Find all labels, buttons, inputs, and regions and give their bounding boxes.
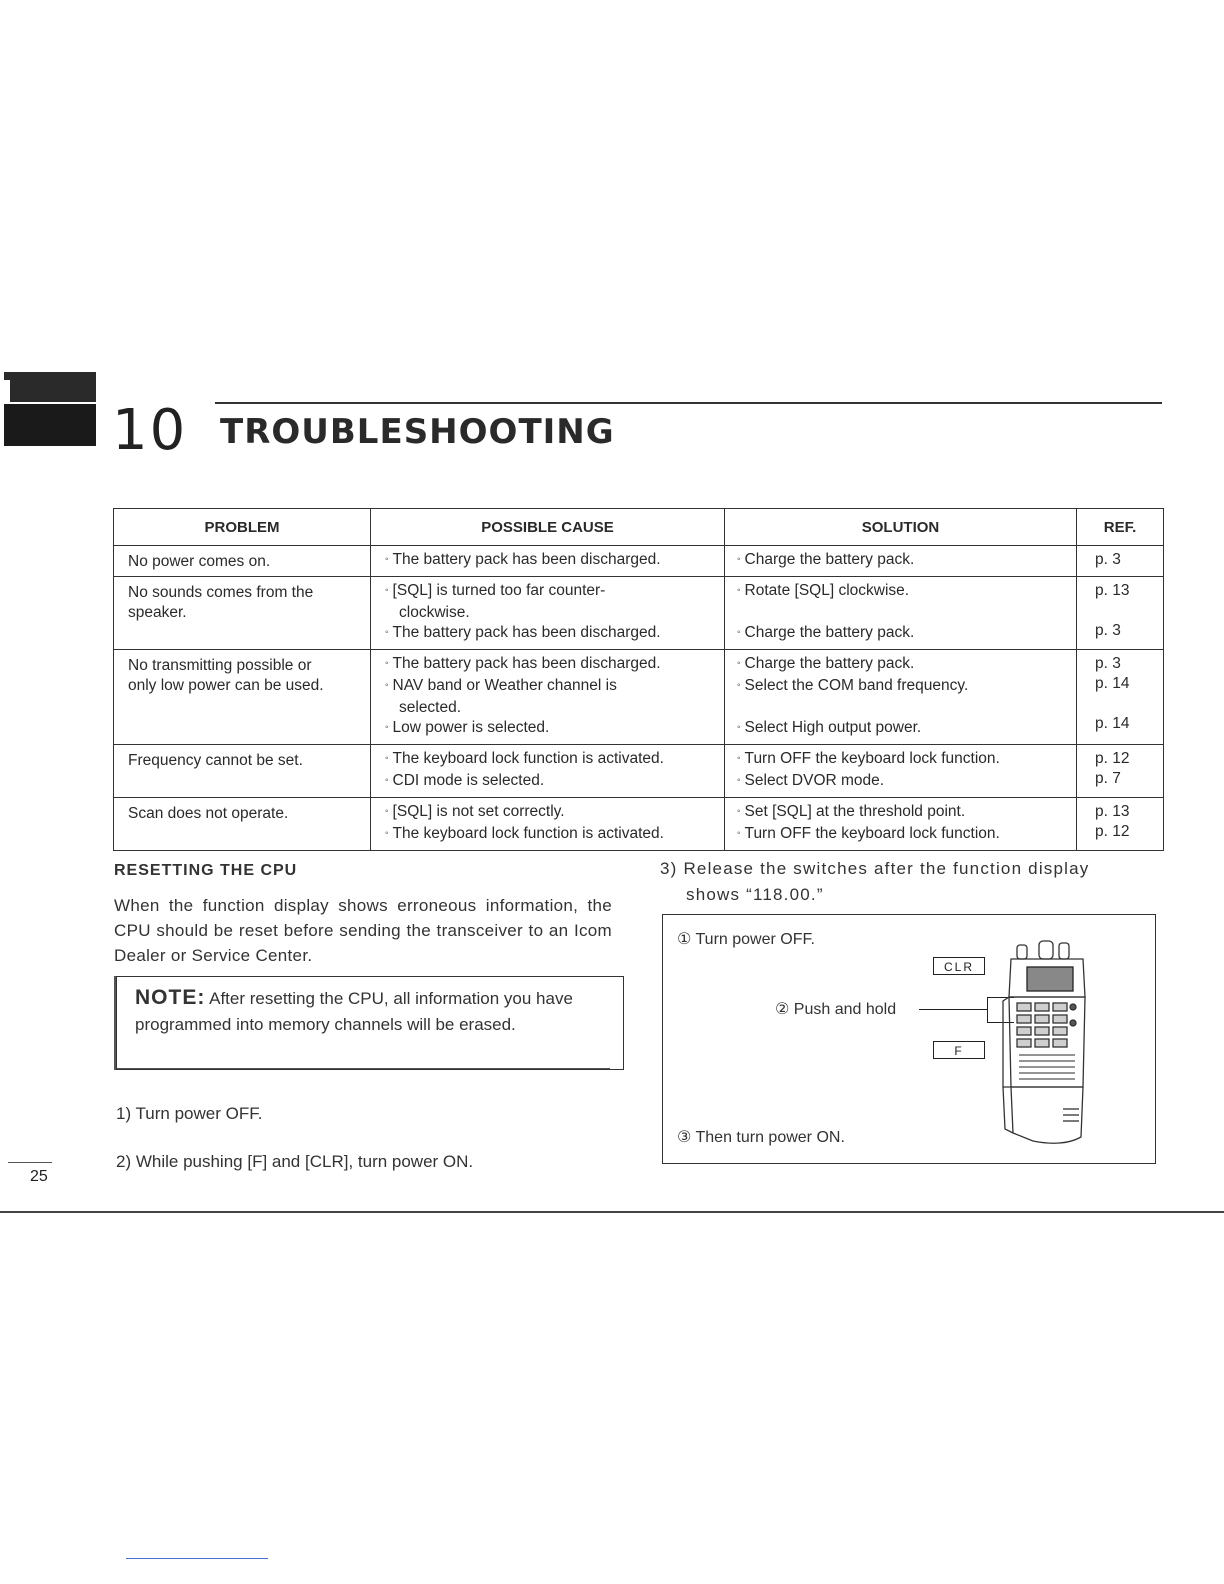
cell-line: ◦ Charge the battery pack.	[737, 623, 1070, 645]
solution-cell	[725, 546, 1077, 577]
reset-paragraph: When the function display shows erroneous information, the CPU should be reset before sending the transceiver to an Icom Dealer or Service Center.	[114, 896, 612, 965]
cell-line: p. 13	[1095, 803, 1130, 820]
cell-line: p. 3	[1095, 551, 1121, 568]
cell-line: ◦ Set [SQL] at the threshold point.	[737, 802, 1070, 824]
table-row	[114, 577, 1164, 650]
table-row	[114, 745, 1164, 798]
step-3-line-2: shows “118.00.”	[686, 885, 824, 904]
troubleshooting-table	[113, 508, 1164, 851]
problem-cell	[114, 546, 371, 577]
bottom-rule	[0, 1211, 1224, 1213]
step-1: 1) Turn power OFF.	[116, 1104, 263, 1123]
cell-line: No sounds comes from the	[128, 584, 314, 601]
cell-line: No transmitting possible or	[128, 657, 312, 674]
note-label: NOTE:	[135, 986, 206, 1009]
solution-cell	[725, 798, 1077, 851]
table-header-row	[114, 509, 1164, 546]
cell-line: ◦ The keyboard lock function is activated.	[385, 749, 718, 771]
problem-cell	[114, 577, 371, 650]
chapter-title: TROUBLESHOOTING	[220, 412, 615, 452]
header-ref: REF.	[1077, 509, 1164, 546]
cell-line: ◦ The battery pack has been discharged.	[385, 654, 718, 676]
f-key: F	[933, 1041, 985, 1059]
cause-cell	[371, 798, 725, 851]
figure-label-3: ③ Then turn power ON.	[677, 1129, 845, 1146]
ref-cell	[1077, 798, 1164, 851]
cell-line: ◦ Charge the battery pack.	[737, 654, 1070, 676]
note-text: After resetting the CPU, all information you have programmed into memory channels will be erased.	[135, 989, 573, 1034]
footer-line	[126, 1558, 268, 1559]
step-3-line-1: 3) Release the switches after the function display	[660, 859, 1090, 878]
cell-line: ◦ Select the COM band frequency.	[737, 676, 1070, 698]
problem-cell	[114, 798, 371, 851]
step-2: 2) While pushing [F] and [CLR], turn power ON.	[116, 1152, 474, 1171]
cell-line: p. 3	[1095, 655, 1121, 672]
ref-cell	[1077, 745, 1164, 798]
table-row	[114, 546, 1164, 577]
cell-line	[737, 603, 1070, 623]
cell-line: ◦ [SQL] is turned too far counter-	[385, 581, 718, 603]
cell-line: p. 14	[1095, 715, 1130, 732]
cell-line: p. 3	[1095, 622, 1121, 639]
header-cause: POSSIBLE CAUSE	[371, 509, 725, 546]
chapter-tab-marker	[4, 372, 96, 402]
cause-cell	[371, 650, 725, 745]
figure-label-2: ② Push and hold	[775, 1001, 897, 1018]
cell-line: ◦ CDI mode is selected.	[385, 771, 718, 793]
cell-line: ◦ The keyboard lock function is activated.	[385, 824, 718, 846]
cause-cell	[371, 577, 725, 650]
cell-line	[737, 698, 1070, 718]
cell-line: No power comes on.	[128, 553, 271, 570]
transceiver-illustration	[993, 937, 1103, 1152]
cell-line: Frequency cannot be set.	[128, 752, 303, 769]
cause-cell	[371, 745, 725, 798]
cause-cell	[371, 546, 725, 577]
table-row	[114, 798, 1164, 851]
cell-line: p. 12	[1095, 823, 1130, 840]
cell-line: ◦ Turn OFF the keyboard lock function.	[737, 824, 1070, 846]
cell-line: ◦ Select DVOR mode.	[737, 771, 1070, 793]
cell-line: selected.	[399, 699, 462, 716]
cell-line: ◦ The battery pack has been discharged.	[385, 550, 718, 572]
chapter-tab-marker-lower	[4, 404, 96, 446]
ref-cell	[1077, 577, 1164, 650]
header-solution: SOLUTION	[725, 509, 1077, 546]
cell-line	[1095, 694, 1157, 714]
solution-cell	[725, 650, 1077, 745]
cell-line: p. 13	[1095, 582, 1130, 599]
cell-line: only low power can be used.	[128, 677, 324, 694]
cell-line: clockwise.	[399, 604, 470, 621]
cell-line: p. 12	[1095, 750, 1130, 767]
cell-line: ◦ Low power is selected.	[385, 718, 718, 740]
problem-cell	[114, 745, 371, 798]
cell-line: ◦ Select High output power.	[737, 718, 1070, 740]
step-3	[660, 856, 1160, 908]
table-row	[114, 650, 1164, 745]
solution-cell	[725, 745, 1077, 798]
figure-label-1: ① Turn power OFF.	[677, 931, 815, 948]
cell-line: ◦ Turn OFF the keyboard lock function.	[737, 749, 1070, 771]
clr-key: CLR	[933, 957, 985, 975]
cell-line: Scan does not operate.	[128, 805, 289, 822]
cell-line: ◦ Rotate [SQL] clockwise.	[737, 581, 1070, 603]
cell-line: ◦ NAV band or Weather channel is	[385, 676, 718, 698]
cell-line: p. 7	[1095, 770, 1121, 787]
problem-cell	[114, 650, 371, 745]
table-body	[114, 546, 1164, 851]
cell-line: ◦ [SQL] is not set correctly.	[385, 802, 718, 824]
chapter-number: 10	[112, 398, 188, 463]
cell-line	[1095, 601, 1157, 621]
note-box	[116, 976, 624, 1070]
cell-line: speaker.	[128, 604, 187, 621]
ref-cell	[1077, 650, 1164, 745]
ref-cell	[1077, 546, 1164, 577]
leader-line	[919, 1009, 987, 1010]
header-rule	[215, 402, 1162, 404]
page-number-rule	[8, 1162, 52, 1163]
section-heading: RESETTING THE CPU	[114, 862, 298, 879]
cell-line: ◦ The battery pack has been discharged.	[385, 623, 718, 645]
solution-cell	[725, 577, 1077, 650]
reset-figure	[662, 914, 1156, 1164]
header-problem: PROBLEM	[114, 509, 371, 546]
cell-line: p. 14	[1095, 675, 1130, 692]
cell-line: ◦ Charge the battery pack.	[737, 550, 1070, 572]
page-number: 25	[30, 1168, 48, 1185]
